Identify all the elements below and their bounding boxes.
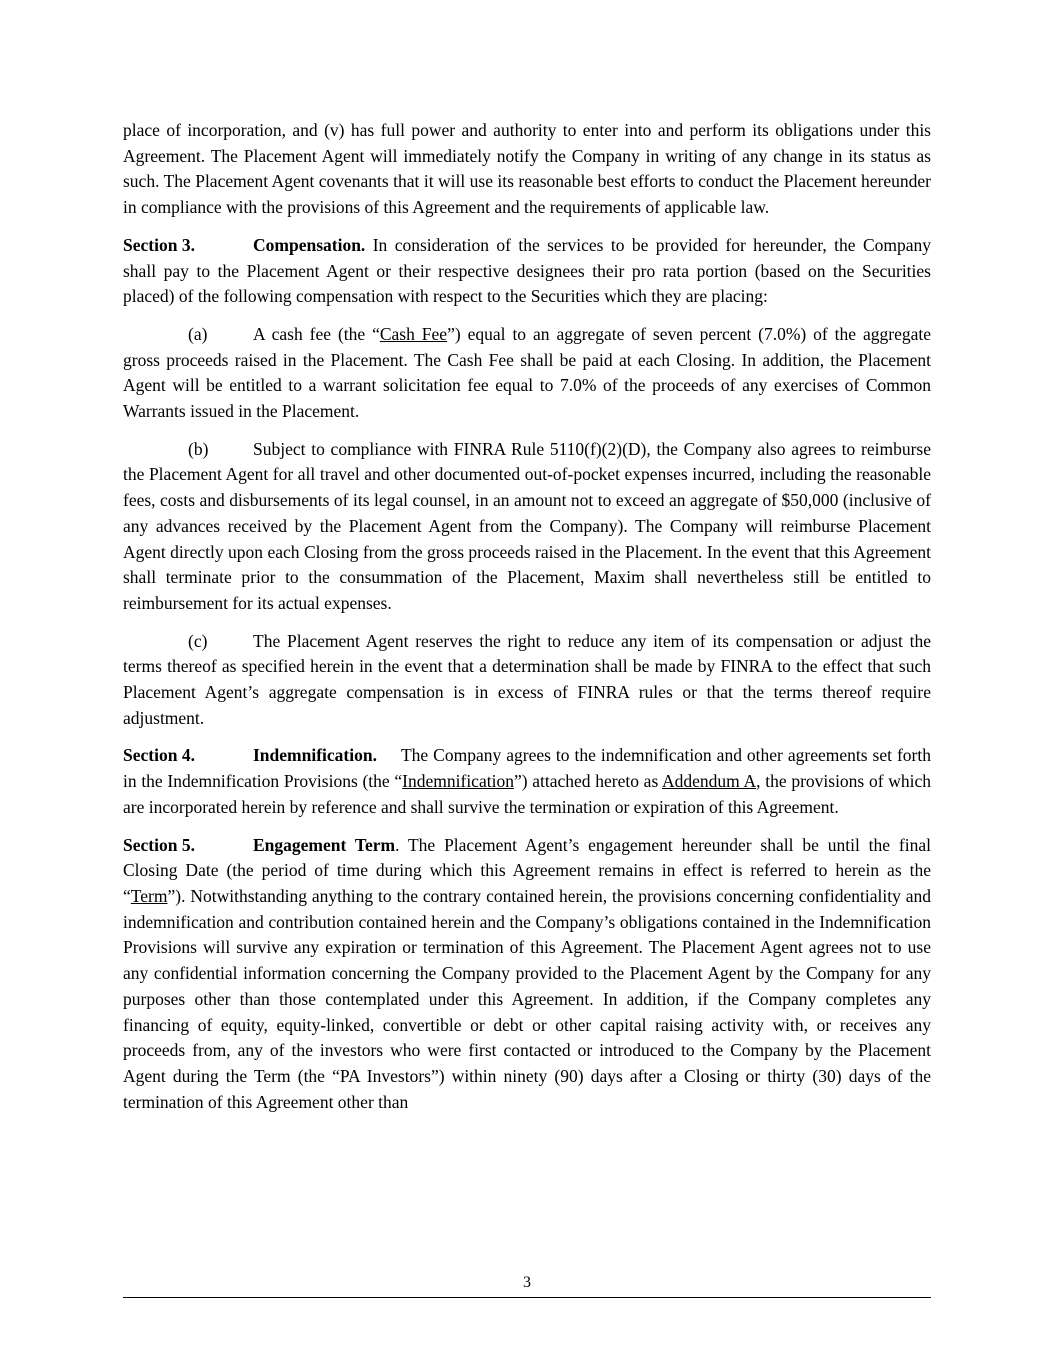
section-4-text-3: , the provisions of which are incorporated herein by reference and shall survive the termination or expiration of this Agreement. [123,771,931,817]
subparagraph-c [123,629,931,732]
paragraph-continuation [123,118,931,221]
footer-rule [123,1297,931,1298]
document-body [123,118,931,1115]
section-4-title: Indemnification. [253,745,377,766]
term-defined-term: Term [130,885,168,906]
subparagraph-b-text: Subject to compliance with FINRA Rule 5110(f)(2)(D), the Company also agrees to reimburse the Placement Agent for all travel and other documented out-of-pocket expenses incurred, including the reasonable fees, costs and disbursements of its legal counsel, in an amount not to exceed an aggregate of $50,000 (inclusive of any advances received by the Placement Agent from the Company). The Company will reimburse Placement Agent directly upon each Closing from the gross proceeds raised in the Placement. In the event that this Agreement shall terminate prior to the consummation of the Placement, Maxim shall nevertheless still be entitled to reimbursement for its actual expenses. [123,438,931,613]
section-5-text-2: ”). Notwithstanding anything to the contrary contained herein, the provisions concerning confidentiality and indemnification and contribution contained herein and the Company’s obligations contained in the Indemnification Provisions will survive any expiration or termination of this Agreement. The Placement Agent agrees not to use any confidential information concerning the Company provided to the Placement Agent by the Company for any purposes other than those contemplated under this Agreement. In addition, if the Company completes any financing of equity, equity-linked, convertible or debt or other capital raising activity with, or receives any proceeds from, any of the investors who were first contacted or introduced to the Company by the Placement Agent during the Term (the “PA Investors”) within ninety (90) days after a Closing or thirty (30) days of the termination of this Agreement other than [123,885,931,1112]
section-3-title: Compensation. [253,234,366,255]
section-4-label: Section 4. [123,745,195,766]
cash-fee-defined-term: Cash Fee [379,323,448,344]
section-3-label: Section 3. [123,234,195,255]
subparagraph-c-label: (c) [188,630,208,651]
paragraph-continuation-text: place of incorporation, and (v) has full power and authority to enter into and perform its obligations under this Agreement. The Placement Agent will immediately notify the Company in writing of any change in its status as such. The Placement Agent covenants that it will use its reasonable best efforts to conduct the Placement hereunder in compliance with the provisions of this Agreement and the requirements of applicable law. [123,120,931,218]
subparagraph-a-text-1: A cash fee (the “ [253,323,380,344]
section-5-title: Engagement Term [253,834,396,855]
subparagraph-a-text-2: ”) equal to an aggregate of seven percent (7.0%) of the aggregate gross proceeds raised in the Placement. The Cash Fee shall be paid at each Closing. In addition, the Placement Agent will be entitled to a warrant solicitation fee equal to 7.0% of the proceeds of any exercises of Common Warrants issued in the Placement. [123,323,931,422]
section-5-text-1: . The Placement Agent’s engagement hereunder shall be until the final Closing Date (the period of time during which this Agreement remains in effect is referred to herein as the “ [123,834,931,906]
subparagraph-c-text: The Placement Agent reserves the right to reduce any item of its compensation or adjust the terms thereof as specified herein in the event that a determination shall be made by FINRA to the effect that such Placement Agent’s aggregate compensation is in excess of FINRA rules or that the terms thereof require adjustment. [123,630,931,728]
subparagraph-b [123,437,931,617]
subparagraph-a-label: (a) [188,323,208,344]
section-5-paragraph [123,833,931,1116]
section-3-body: In consideration of the services to be provided for hereunder, the Company shall pay to the Placement Agent or their respective designees their pro rata portion (based on the Securities placed) of the following compensation with respect to the Securities which they are placing: [123,234,932,307]
section-4-paragraph [123,743,931,820]
subparagraph-b-label: (b) [188,438,209,459]
page-footer [123,1272,931,1298]
section-3-paragraph [123,233,931,310]
subparagraph-a [123,322,931,425]
section-4-text-2: ”) attached hereto as [513,771,662,792]
section-4-text-1: The Company agrees to the indemnification and other agreements set forth in the Indemnification Provisions (the “ [123,745,931,792]
addendum-a-reference: Addendum A [662,771,757,792]
indemnification-defined-term: Indemnification [402,771,514,792]
section-5-label: Section 5. [123,834,195,855]
page-number: 3 [523,1274,531,1291]
